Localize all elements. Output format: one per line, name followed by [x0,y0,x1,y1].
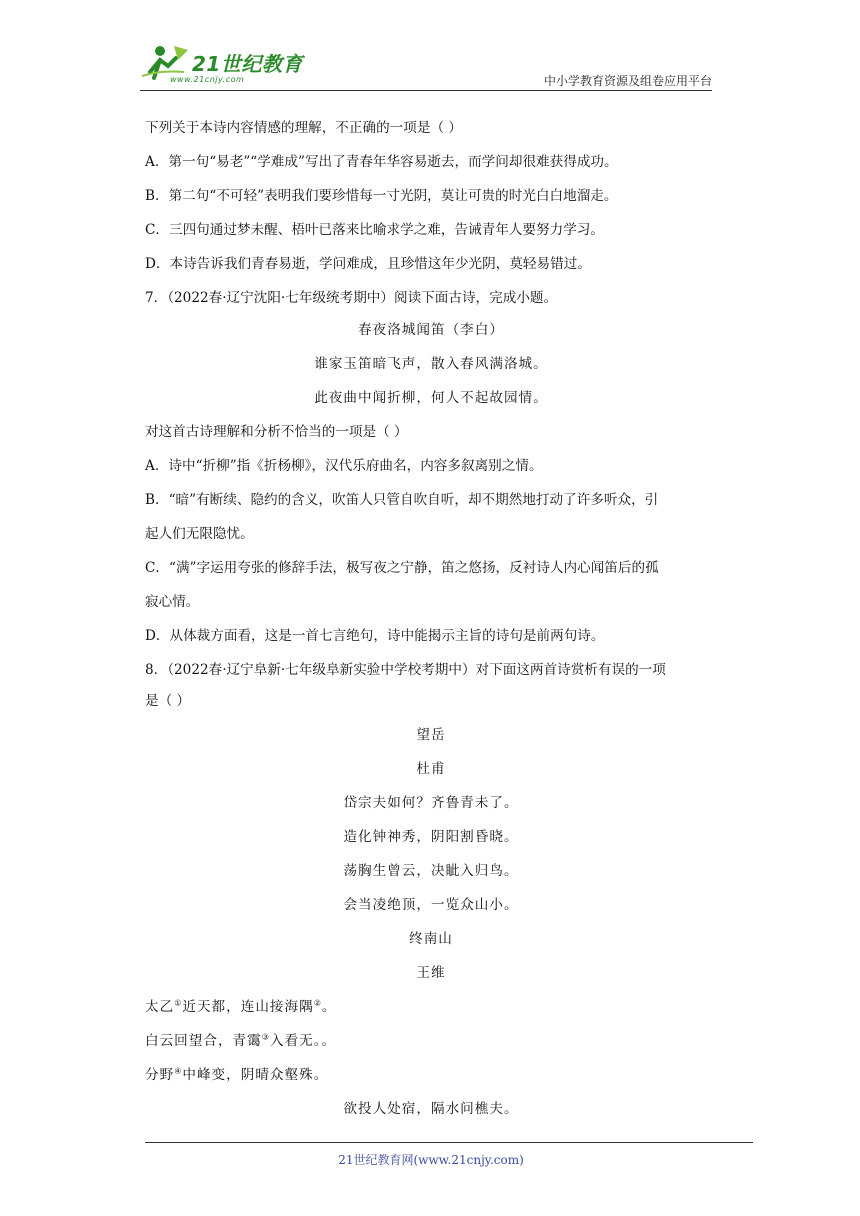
q6-option-a: A．第一句“易老”“学难成”写出了青春年华容易逝去，而学问却很难获得成功。 [145,154,618,170]
q8-poem1-title: 望岳 [416,727,446,743]
q7-option-d: D．从体裁方面看，这是一首七言绝句，诗中能揭示主旨的诗句是前两句诗。 [145,628,605,644]
q8-poem2-line-1-part-a: 太乙 [145,999,175,1015]
q8-poem1-line-3: 荡胸生曾云，决眦入归鸟。 [343,863,519,879]
q8-poem2-line-4: 欲投人处宿，隔水问樵夫。 [343,1101,519,1117]
footnote-marker-1: ① [174,998,183,1008]
footer-divider [145,1142,753,1143]
q7-poem-line-2: 此夜曲中闻折柳，何人不起故园情。 [314,390,548,406]
q7-poem-line-1: 谁家玉笛暗飞声，散入春风满洛城。 [314,356,548,372]
q7-option-c-line-2: 寂心情。 [145,594,200,610]
q8-poem2-line-2 [145,1032,336,1050]
q8-poem2-line-3-part-b: 中峰变，阴晴众壑殊。 [182,1067,329,1083]
q6-option-c: C．三四句通过梦未醒、梧叶已落来比喻求学之难，告诫青年人要努力学习。 [145,222,604,238]
q8-intro-line-1: 8．（2022春·辽宁阜新·七年级阜新实验中学校考期中）对下面这两首诗赏析有误的一项 [145,662,666,678]
q8-poem2-line-1 [145,998,336,1016]
footnote-marker-3: ③ [261,1032,270,1042]
q8-poem1-line-1: 岱宗夫如何？齐鲁青未了。 [343,795,519,811]
q7-option-c-line-1: C．“满”字运用夸张的修辞手法，极写夜之宁静，笛之悠扬，反衬诗人内心闻笛后的孤 [145,560,659,576]
q7-intro: 7．（2022春·辽宁沈阳·七年级统考期中）阅读下面古诗，完成小题。 [145,290,558,306]
q6-option-b: B．第二句“不可轻”表明我们要珍惜每一寸光阴，莫让可贵的时光白白地溜走。 [145,188,618,204]
q8-poem2-author: 王维 [416,965,446,981]
q8-poem2-line-1-part-c: 。 [321,999,337,1015]
q8-poem2-line-3 [145,1066,328,1084]
q6-option-d: D．本诗告诉我们青春易逝，学问难成，且珍惜这年少光阴，莫轻易错过。 [145,256,591,272]
q7-option-b-line-2: 起人们无限隐忧。 [145,526,254,542]
q8-intro-line-2: 是（ ） [145,693,191,709]
q7-poem-title: 春夜洛城闻笛（李白） [358,322,504,338]
header-divider [140,90,712,91]
q7-option-a: A．诗中“折柳”指《折杨柳》，汉代乐府曲名，内容多叙离别之情。 [145,458,543,474]
q8-poem1-line-4: 会当凌绝顶，一览众山小。 [343,897,519,913]
q8-poem2-line-3-part-a: 分野 [145,1067,175,1083]
q8-poem2-line-2-part-b: 入看无。。 [269,1033,337,1049]
q6-stem: 下列关于本诗内容情感的理解，不正确的一项是（ ） [145,120,462,136]
logo-url: www.21cnjy.com [170,75,245,84]
footnote-marker-2: ② [313,998,322,1008]
q7-stem: 对这首古诗理解和分析不恰当的一项是（ ） [145,424,408,440]
footnote-marker-4: ④ [174,1066,183,1076]
page-header [140,42,712,92]
page-footer: 21世纪教育网(www.21cnjy.com) [338,1153,524,1167]
logo-text: 21世纪教育 [192,52,303,76]
q8-poem2-line-2-part-a: 白云回望合，青霭 [145,1033,262,1049]
q8-poem2-title: 终南山 [409,931,453,947]
q8-poem1-line-2: 造化钟神秀，阴阳割昏晓。 [343,829,519,845]
header-tagline: 中小学教育资源及组卷应用平台 [543,74,712,88]
site-logo [140,42,310,88]
q7-option-b-line-1: B．“暗”有断续、隐约的含义，吹笛人只管自吹自听，却不期然地打动了许多听众，引 [145,492,659,508]
q8-poem1-author: 杜甫 [416,761,446,777]
q8-poem2-line-1-part-b: 近天都，连山接海隅 [182,999,314,1015]
